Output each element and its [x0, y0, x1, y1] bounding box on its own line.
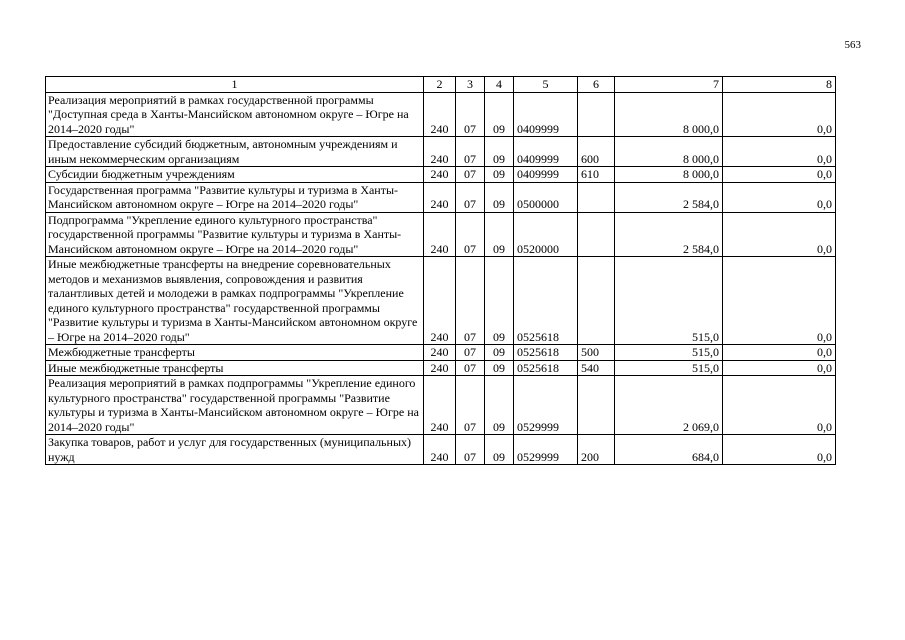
row-sum-cell: 2 584,0 [615, 212, 723, 257]
row-col8-cell: 0,0 [723, 182, 836, 212]
row-vr-cell: 610 [578, 167, 615, 183]
row-name-cell: Реализация мероприятий в рамках государственной программы "Доступная среда в Ханты-Мансийском автономном округе – Югре на 2014–2020 годы" [46, 92, 424, 137]
row-csr-cell: 0409999 [514, 137, 578, 167]
row-rz-cell: 07 [456, 182, 485, 212]
row-pr-cell: 09 [485, 360, 514, 376]
table-row [46, 345, 836, 361]
row-name-cell: Закупка товаров, работ и услуг для государственных (муниципальных) нужд [46, 435, 424, 465]
row-vr-cell: 600 [578, 137, 615, 167]
row-sum-cell: 8 000,0 [615, 137, 723, 167]
row-name-cell: Государственная программа "Развитие культуры и туризма в Ханты-Мансийском автономном округе – Югре на 2014–2020 годы" [46, 182, 424, 212]
row-sum-cell: 8 000,0 [615, 92, 723, 137]
row-vr-cell [578, 212, 615, 257]
row-pr-cell: 09 [485, 435, 514, 465]
row-sum-cell: 8 000,0 [615, 167, 723, 183]
header-cell-2: 2 [424, 77, 456, 93]
row-csr-cell: 0409999 [514, 92, 578, 137]
row-pr-cell: 09 [485, 182, 514, 212]
table-row [46, 435, 836, 465]
header-cell-1: 1 [46, 77, 424, 93]
row-sum-cell: 2 069,0 [615, 376, 723, 435]
budget-table [45, 76, 836, 465]
row-ved-cell: 240 [424, 167, 456, 183]
row-sum-cell: 684,0 [615, 435, 723, 465]
table-row [46, 212, 836, 257]
row-col8-cell: 0,0 [723, 167, 836, 183]
row-ved-cell: 240 [424, 137, 456, 167]
header-cell-7: 7 [615, 77, 723, 93]
row-sum-cell: 515,0 [615, 257, 723, 345]
row-pr-cell: 09 [485, 345, 514, 361]
row-ved-cell: 240 [424, 212, 456, 257]
row-rz-cell: 07 [456, 212, 485, 257]
row-vr-cell: 200 [578, 435, 615, 465]
row-col8-cell: 0,0 [723, 257, 836, 345]
row-col8-cell: 0,0 [723, 345, 836, 361]
table-body [46, 92, 836, 465]
row-rz-cell: 07 [456, 360, 485, 376]
row-pr-cell: 09 [485, 376, 514, 435]
table-header-row [46, 77, 836, 93]
row-csr-cell: 0525618 [514, 360, 578, 376]
row-col8-cell: 0,0 [723, 137, 836, 167]
row-name-cell: Субсидии бюджетным учреждениям [46, 167, 424, 183]
table-row [46, 360, 836, 376]
row-vr-cell: 500 [578, 345, 615, 361]
table-row [46, 137, 836, 167]
table-row [46, 257, 836, 345]
row-csr-cell: 0500000 [514, 182, 578, 212]
row-rz-cell: 07 [456, 92, 485, 137]
row-ved-cell: 240 [424, 376, 456, 435]
row-rz-cell: 07 [456, 345, 485, 361]
row-name-cell: Иные межбюджетные трансферты [46, 360, 424, 376]
row-rz-cell: 07 [456, 137, 485, 167]
table-row [46, 167, 836, 183]
row-vr-cell: 540 [578, 360, 615, 376]
row-vr-cell [578, 257, 615, 345]
row-ved-cell: 240 [424, 360, 456, 376]
row-pr-cell: 09 [485, 92, 514, 137]
row-csr-cell: 0529999 [514, 435, 578, 465]
row-rz-cell: 07 [456, 435, 485, 465]
header-cell-3: 3 [456, 77, 485, 93]
row-vr-cell [578, 182, 615, 212]
row-csr-cell: 0409999 [514, 167, 578, 183]
row-csr-cell: 0525618 [514, 257, 578, 345]
page-number: 563 [844, 39, 861, 51]
table-row [46, 376, 836, 435]
row-name-cell: Иные межбюджетные трансферты на внедрение соревновательных методов и механизмов выявления, сопровождения и развития талантливых детей и молодежи в рамках подпрограммы "Укрепление единого культурного пространства" государственной программы "Развитие культуры и туризма в Ханты-Мансийском автономном округе – Югре на 2014–2020 годы" [46, 257, 424, 345]
row-rz-cell: 07 [456, 376, 485, 435]
row-pr-cell: 09 [485, 167, 514, 183]
row-pr-cell: 09 [485, 137, 514, 167]
header-cell-8: 8 [723, 77, 836, 93]
row-name-cell: Предоставление субсидий бюджетным, автономным учреждениям и иным некоммерческим организациям [46, 137, 424, 167]
row-col8-cell: 0,0 [723, 92, 836, 137]
row-col8-cell: 0,0 [723, 435, 836, 465]
row-ved-cell: 240 [424, 435, 456, 465]
row-name-cell: Реализация мероприятий в рамках подпрограммы "Укрепление единого культурного пространства" государственной программы "Развитие культуры и туризма в Ханты-Мансийском автономном округе – Югре на 2014–2020 годы" [46, 376, 424, 435]
row-pr-cell: 09 [485, 257, 514, 345]
header-cell-5: 5 [514, 77, 578, 93]
row-rz-cell: 07 [456, 167, 485, 183]
row-csr-cell: 0520000 [514, 212, 578, 257]
row-sum-cell: 2 584,0 [615, 182, 723, 212]
row-ved-cell: 240 [424, 257, 456, 345]
row-csr-cell: 0529999 [514, 376, 578, 435]
row-pr-cell: 09 [485, 212, 514, 257]
row-csr-cell: 0525618 [514, 345, 578, 361]
row-sum-cell: 515,0 [615, 345, 723, 361]
row-col8-cell: 0,0 [723, 376, 836, 435]
header-cell-6: 6 [578, 77, 615, 93]
row-name-cell: Подпрограмма "Укрепление единого культурного пространства" государственной программы "Развитие культуры и туризма в Ханты-Мансийском автономном округе – Югре на 2014–2020 годы" [46, 212, 424, 257]
row-ved-cell: 240 [424, 92, 456, 137]
row-vr-cell [578, 92, 615, 137]
table-row [46, 182, 836, 212]
table-row [46, 92, 836, 137]
row-col8-cell: 0,0 [723, 212, 836, 257]
row-sum-cell: 515,0 [615, 360, 723, 376]
row-ved-cell: 240 [424, 345, 456, 361]
row-col8-cell: 0,0 [723, 360, 836, 376]
row-name-cell: Межбюджетные трансферты [46, 345, 424, 361]
header-cell-4: 4 [485, 77, 514, 93]
row-ved-cell: 240 [424, 182, 456, 212]
row-rz-cell: 07 [456, 257, 485, 345]
row-vr-cell [578, 376, 615, 435]
